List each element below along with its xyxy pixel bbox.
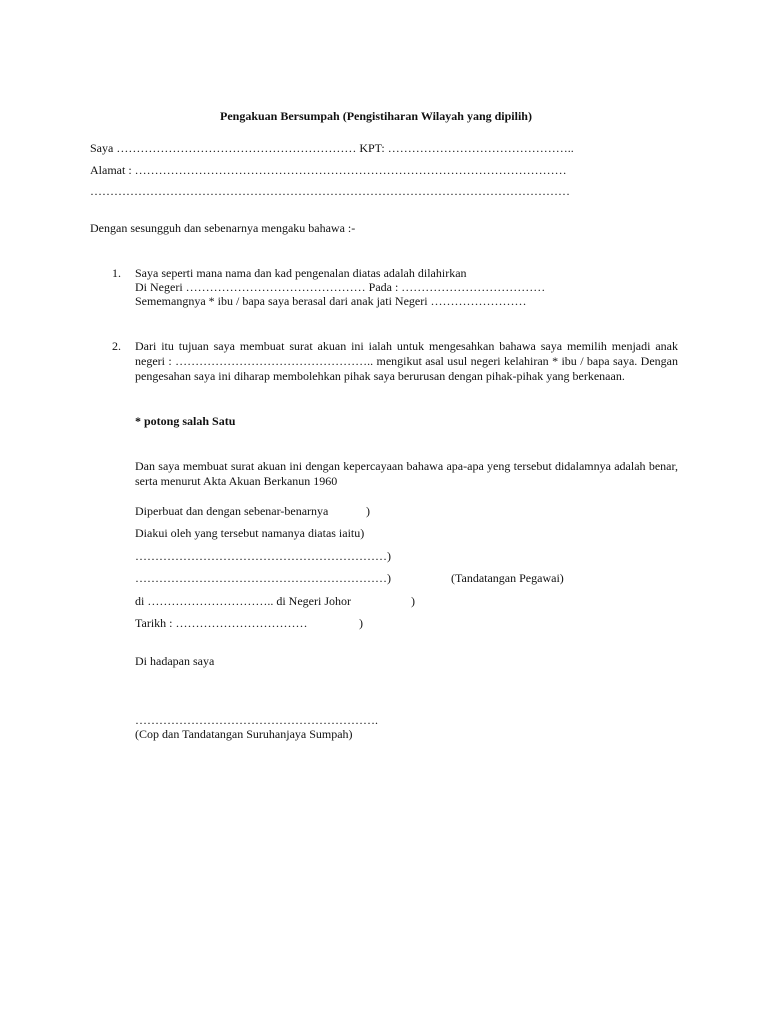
strike-note: * potong salah Satu [135,414,236,428]
item-1-line-3: Sememangnya * ibu / bapa saya berasal dari anak jati Negeri …………………… [135,294,527,308]
sign-line-diakui: Diakui oleh yang tersebut namanya diatas iaitu) [135,526,365,540]
commissioner-signature-line: ……………………………………………………. [135,713,378,727]
sign-line-place: di ………………………….. di Negeri Johor [135,594,351,608]
sign-bracket-1: ) [366,504,370,518]
declaration-paragraph: Dan saya membuat surat akuan ini dengan kepercayaan bahawa apa-apa yeng tersebut didalamnya adalah benar, serta menurut Akta Akuan Berkanun 1960 [135,459,678,488]
sign-line-blank-2: ………………………………………………………) [135,571,391,585]
sign-bracket-6: ) [359,616,363,630]
item-1-number: 1. [112,266,121,280]
sign-line-diperbuat: Diperbuat dan dengan sebenar-benarnya [135,504,329,518]
document-title: Pengakuan Bersumpah (Pengistiharan Wilayah yang dipilih) [220,109,532,123]
sign-line-date: Tarikh : …………………………… [135,616,308,630]
officer-signature-label: (Tandatangan Pegawai) [451,571,564,585]
intro-statement: Dengan sesungguh dan sebenarnya mengaku bahawa :- [90,221,356,235]
item-1-line-1: Saya seperti mana nama dan kad pengenalan diatas adalah dilahirkan [135,266,467,280]
item-1-line-2: Di Negeri ……………………………………… Pada : ……………………………… [135,280,546,294]
before-me-label: Di hadapan saya [135,654,215,668]
item-2-paragraph: Dari itu tujuan saya membuat surat akuan ini ialah untuk mengesahkan bahawa saya memilih menjadi anak negeri : ………………………………………….. mengikut asal usul negeri kelahiran * ibu / bapa saya. Dengan pengesahan saya ini diharap membolehkan pihak saya berurusan dengan pihak-pihak yang berkenaan. [135,339,678,383]
saya-kpt-line: Saya …………………………………………………… KPT: ……………………………………….. [90,141,574,155]
sign-bracket-5: ) [411,594,415,608]
item-2-number: 2. [112,339,121,353]
alamat-line: Alamat : ……………………………………………………………………………………………… [90,163,567,177]
commissioner-signature-label: (Cop dan Tandatangan Suruhanjaya Sumpah) [135,727,353,741]
alamat-continuation-line: ………………………………………………………………………………………………………… [90,184,570,198]
sign-line-blank-1: ………………………………………………………) [135,549,391,563]
